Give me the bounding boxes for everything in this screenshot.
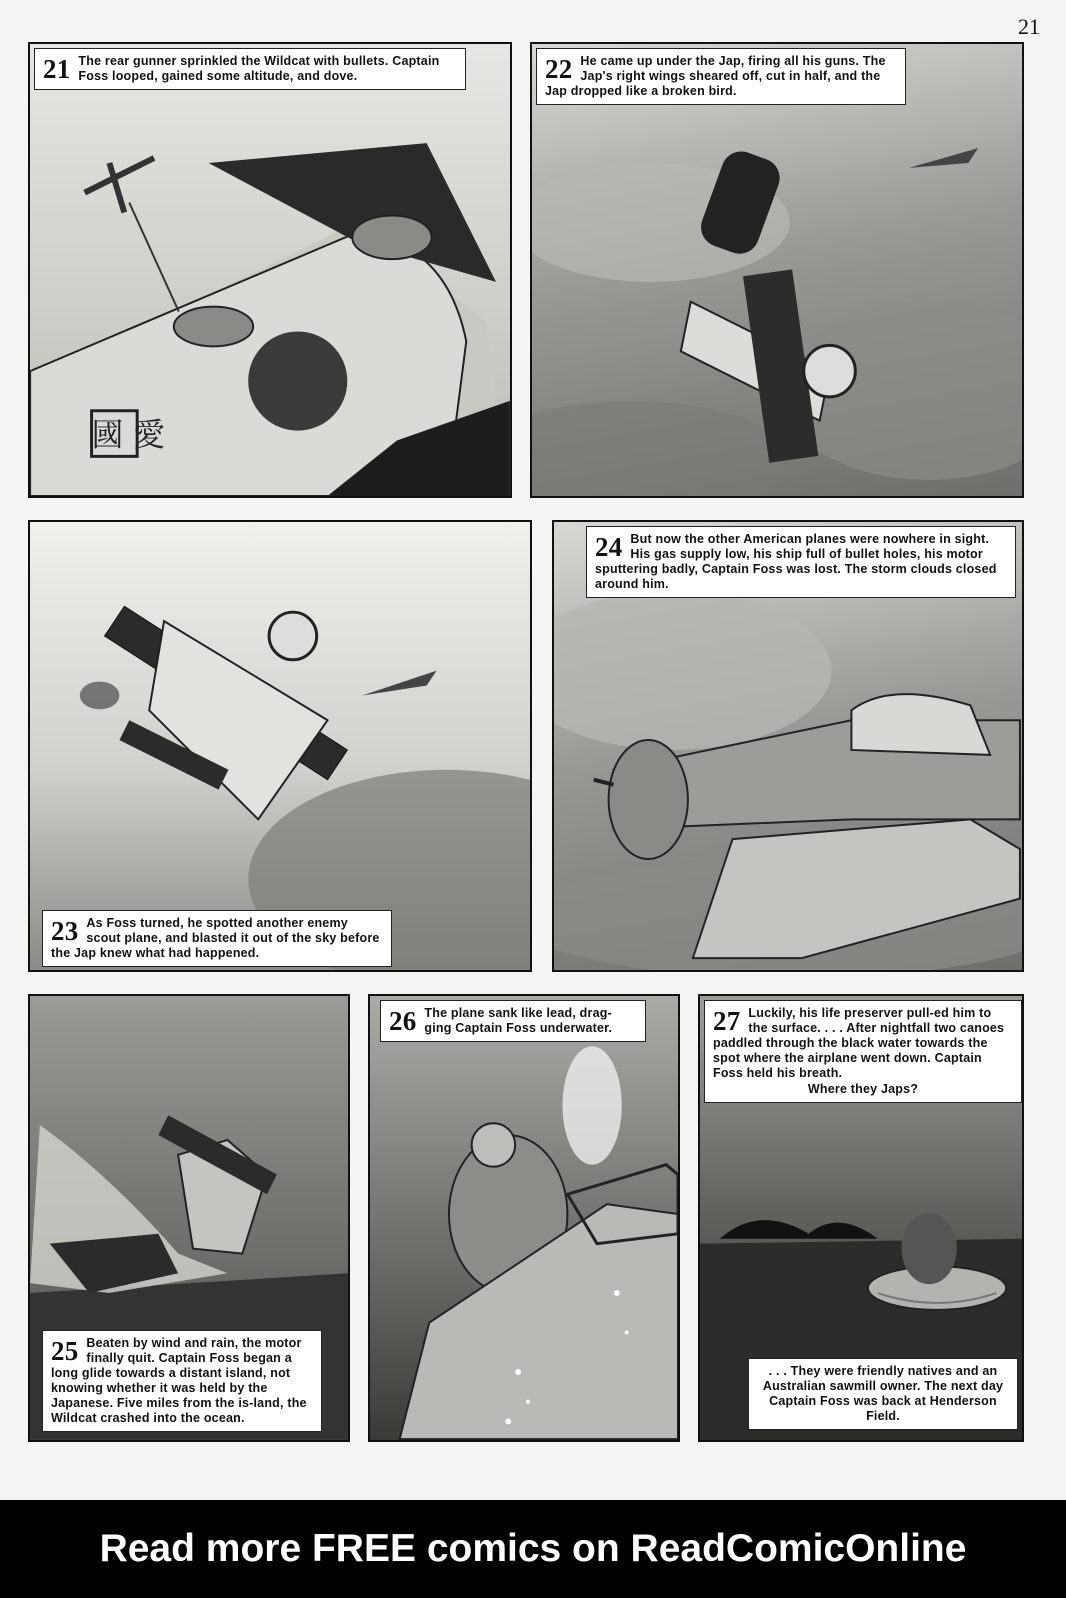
promo-footer-text: Read more FREE comics on ReadComicOnline bbox=[99, 1527, 967, 1570]
panel-25 bbox=[28, 994, 350, 1442]
panel-26 bbox=[368, 994, 680, 1442]
caption-24-text: But now the other American planes were nowhere in sight. His gas supply low, his ship full of bullet holes, his motor sputtering badly, Captain Foss was bbox=[595, 532, 990, 576]
panel-24 bbox=[552, 520, 1024, 972]
panel-22-art bbox=[532, 44, 1022, 496]
panel-23 bbox=[28, 520, 532, 972]
caption-27-bottom bbox=[748, 1358, 1018, 1430]
caption-25 bbox=[42, 1330, 322, 1432]
panel-26-art bbox=[370, 996, 678, 1440]
caption-26 bbox=[380, 1000, 646, 1042]
caption-25-number: 25 bbox=[51, 1336, 79, 1366]
caption-27 bbox=[704, 1000, 1022, 1103]
caption-22-number: 22 bbox=[545, 54, 573, 84]
panel-21-art bbox=[30, 44, 510, 496]
panel-27 bbox=[698, 994, 1024, 1442]
caption-26-number: 26 bbox=[389, 1006, 417, 1036]
caption-27-text-2: . . . They were friendly natives and an Australian sawmill owner. The next day Captain Foss was back at Henderson Field. bbox=[762, 1364, 1004, 1423]
panel-22 bbox=[530, 42, 1024, 498]
caption-21-text: The rear gunner sprinkled the Wildcat with bullets. Captain Foss looped, gained some altitude, and dove. bbox=[78, 54, 440, 83]
caption-23-text: As Foss turned, he spotted another enemy scout plane, and blasted it out of the sky before the Jap knew what had happened. bbox=[51, 916, 380, 960]
panel-23-art bbox=[30, 522, 530, 970]
caption-23 bbox=[42, 910, 392, 967]
caption-22 bbox=[536, 48, 906, 105]
promo-footer-banner[interactable] bbox=[0, 1500, 1066, 1598]
caption-25-text: Beaten by wind and rain, the motor finally quit. Captain Foss began a long glide towards a distant island, not knowing whether it was held by the Japanese. Five miles from the is-land, the Wildcat crashed into the ocean. bbox=[51, 1336, 307, 1425]
page-number: 21 bbox=[1018, 14, 1040, 39]
panel-21-fuselage-lettering: 國 愛 bbox=[91, 417, 166, 454]
caption-22-text: He came up under the Jap, firing all his guns. The Jap's right wings sheared off, cut in half, and the Jap dropped like a broken bird. bbox=[545, 54, 886, 98]
caption-23-number: 23 bbox=[51, 916, 79, 946]
caption-24-number: 24 bbox=[595, 532, 623, 562]
panel-21 bbox=[28, 42, 512, 498]
caption-21 bbox=[34, 48, 466, 90]
caption-21-number: 21 bbox=[43, 54, 71, 84]
caption-24 bbox=[586, 526, 1016, 598]
caption-24-bold: lost. bbox=[814, 562, 842, 576]
caption-26-text: The plane sank like lead, drag-ging Captain Foss underwater. bbox=[424, 1006, 613, 1035]
caption-27-bold: Where they Japs? bbox=[807, 1082, 919, 1096]
caption-24-text-2: The storm clouds closed around him. bbox=[595, 562, 997, 591]
caption-27-number: 27 bbox=[713, 1006, 741, 1036]
caption-27-text: Luckily, his life preserver pull-ed him to the surface. . . . After nightfall two canoes paddled through the black water towards the spot where the airplane went down. Captain Foss held his breath. bbox=[713, 1006, 1005, 1080]
